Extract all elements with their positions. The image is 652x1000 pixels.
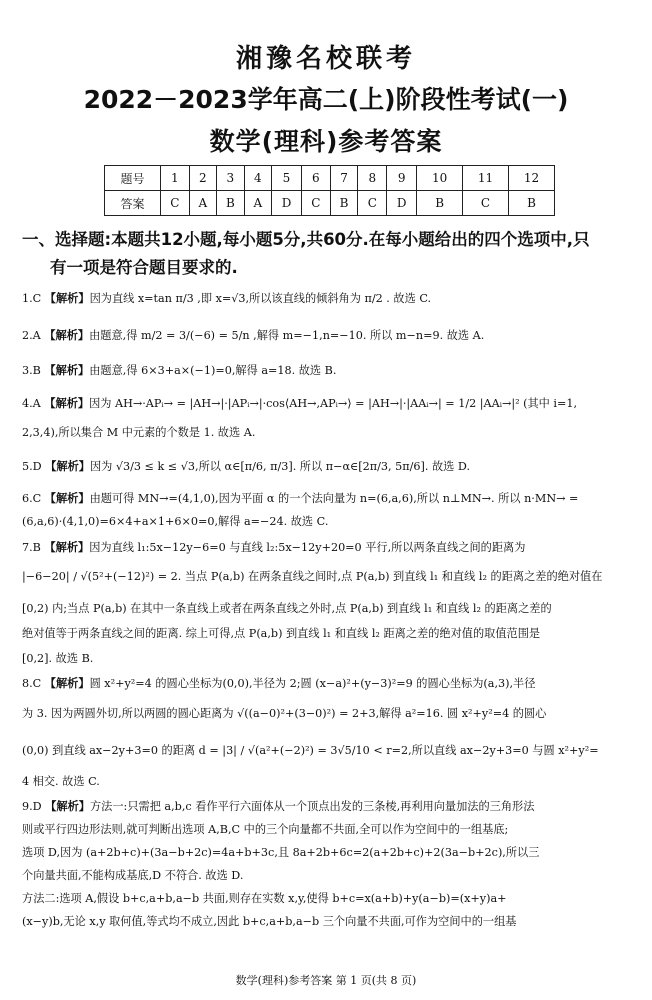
solution-q1	[22, 291, 634, 307]
solution-q9-line5: 方法二:选项 A,假设 b+c,a+b,a−b 共面,则存在实数 x,y,使得 b+c=x(a+b)+y(a−b)=(x+y)a+	[22, 892, 507, 905]
analysis-tag: 【解析】	[44, 492, 90, 505]
solution-text: 因为直线 l₁:5x−12y−6=0 与直线 l₂:5x−12y+20=0 平行,所以两条直线之间的距离为	[89, 541, 526, 554]
row-label: 答案	[105, 191, 161, 216]
question-number: 9	[387, 166, 417, 191]
solution-text: 方法一:只需把 a,b,c 看作平行六面体从一个顶点出发的三条棱,再利用向量加法的三角形法	[89, 800, 535, 813]
solution-text: 因为 AH→·APᵢ→ = |AH→|·|APᵢ→|·cos⟨AH→,APᵢ→⟩ = |AH→|·|AAᵢ→| = 1/2 |AAᵢ→|² (其中 i=1,	[89, 397, 578, 410]
question-prefix: 7.B	[22, 541, 41, 554]
solution-q8	[22, 676, 634, 692]
analysis-tag: 【解析】	[44, 541, 90, 554]
question-number: 6	[301, 166, 330, 191]
answer-table-number-row	[105, 166, 555, 191]
solution-q4	[22, 396, 634, 412]
question-number: 3	[217, 166, 245, 191]
analysis-tag: 【解析】	[44, 292, 90, 305]
solution-q9-line4: 个向量共面,不能构成基底,D 不符合. 故选 D.	[22, 869, 244, 882]
row-label: 题号	[105, 166, 161, 191]
solution-q7-line3: [0,2) 内;当点 P(a,b) 在其中一条直线上或者在两条直线之外时,点 P(a,b) 到直线 l₁ 和直线 l₂ 的距离之差的	[22, 602, 552, 615]
answer-cell: A	[244, 191, 271, 216]
question-number: 1	[161, 166, 190, 191]
analysis-tag: 【解析】	[44, 364, 90, 377]
answer-table-answer-row	[105, 191, 555, 216]
question-number: 4	[244, 166, 271, 191]
analysis-tag: 【解析】	[44, 677, 90, 690]
solution-q9-line2: 则或平行四边形法则,就可判断出选项 A,B,C 中的三个向量都不共面,全可以作为空间中的一组基底;	[22, 823, 509, 836]
question-number: 2	[189, 166, 216, 191]
solution-q7	[22, 540, 634, 556]
solution-q8-line3: (0,0) 到直线 ax−2y+3=0 的距离 d = |3| / √(a²+(−2)²) = 3√5/10 < r=2,所以直线 ax−2y+3=0 与圆 x²+y²=	[22, 744, 599, 757]
answer-cell: D	[272, 191, 302, 216]
question-number: 5	[272, 166, 302, 191]
question-prefix: 6.C	[22, 492, 42, 505]
question-number: 12	[508, 166, 554, 191]
answer-cell: A	[189, 191, 216, 216]
page-footer: 数学(理科)参考答案 第 1 页(共 8 页)	[235, 974, 417, 987]
answer-cell: C	[301, 191, 330, 216]
solution-text: 由题意,得 6×3+a×(−1)=0,解得 a=18. 故选 B.	[89, 364, 337, 377]
question-prefix: 9.D	[22, 800, 42, 813]
question-prefix: 5.D	[22, 460, 42, 473]
question-number: 8	[358, 166, 387, 191]
answer-cell: C	[161, 191, 190, 216]
section-heading-continued: 有一项是符合题目要求的.	[50, 258, 238, 277]
solution-q4-continued: 2,3,4),所以集合 M 中元素的个数是 1. 故选 A.	[22, 426, 256, 439]
title-exam-name: 2022－2023学年高二(上)阶段性考试(一)	[83, 85, 569, 114]
answer-cell: B	[417, 191, 463, 216]
solution-text: 圆 x²+y²=4 的圆心坐标为(0,0),半径为 2;圆 (x−a)²+(y−3)²=9 的圆心坐标为(a,3),半径	[89, 677, 536, 690]
solution-q8-line4: 4 相交. 故选 C.	[22, 775, 100, 788]
section-heading: 一、选择题:本题共12小题,每小题5分,共60分.在每小题给出的四个选项中,只	[22, 230, 590, 249]
analysis-tag: 【解析】	[45, 460, 90, 473]
answer-cell: C	[463, 191, 509, 216]
answer-cell: C	[358, 191, 387, 216]
solution-q5	[22, 459, 634, 475]
solution-text: 由题意,得 m/2 = 3/(−6) = 5/n ,解得 m=−1,n=−10. 所以 m−n=9. 故选 A.	[89, 329, 485, 342]
solution-q3	[22, 363, 634, 379]
solution-q9-line3: 选项 D,因为 (a+2b+c)+(3a−b+2c)=4a+b+3c,且 8a+2b+6c=2(a+2b+c)+2(3a−b+2c),所以三	[22, 846, 540, 859]
title-answer-key: 数学(理科)参考答案	[209, 127, 443, 156]
answer-cell: B	[330, 191, 358, 216]
analysis-tag: 【解析】	[45, 800, 90, 813]
question-prefix: 8.C	[22, 677, 42, 690]
solution-q2	[22, 328, 634, 344]
solution-q9	[22, 799, 634, 815]
answer-cell: D	[387, 191, 417, 216]
question-prefix: 4.A	[22, 397, 41, 410]
answer-cell: B	[217, 191, 245, 216]
question-number: 7	[330, 166, 358, 191]
solution-q7-line2: |−6−20| / √(5²+(−12)²) = 2. 当点 P(a,b) 在两条直线之间时,点 P(a,b) 到直线 l₁ 和直线 l₂ 的距离之差的绝对值在	[22, 570, 603, 583]
answer-table	[104, 165, 555, 216]
solution-text: 由题可得 MN→=(4,1,0),因为平面 α 的一个法向量为 n=(6,a,6),所以 n⊥MN→. 所以 n·MN→ =	[89, 492, 579, 505]
question-number: 11	[463, 166, 509, 191]
title-exam-org: 湘豫名校联考	[235, 44, 416, 74]
question-prefix: 1.C	[22, 292, 42, 305]
analysis-tag: 【解析】	[44, 397, 90, 410]
question-number: 10	[417, 166, 463, 191]
solution-q8-line2: 为 3. 因为两圆外切,所以两圆的圆心距离为 √((a−0)²+(3−0)²) = 2+3,解得 a²=16. 圆 x²+y²=4 的圆心	[22, 707, 547, 720]
solution-q7-line5: [0,2]. 故选 B.	[22, 652, 94, 665]
question-prefix: 3.B	[22, 364, 41, 377]
solution-q6-continued: (6,a,6)·(4,1,0)=6×4+a×1+6×0=0,解得 a=−24. 故选 C.	[22, 515, 329, 528]
solution-q7-line4: 绝对值等于两条直线之间的距离. 综上可得,点 P(a,b) 到直线 l₁ 和直线 l₂ 距离之差的绝对值的取值范围是	[22, 627, 541, 640]
solution-text: 因为直线 x=tan π/3 ,即 x=√3,所以该直线的倾斜角为 π/2 . 故选 C.	[89, 292, 432, 305]
solution-q6	[22, 491, 634, 507]
answer-cell: B	[508, 191, 554, 216]
question-prefix: 2.A	[22, 329, 41, 342]
solution-text: 因为 √3/3 ≤ k ≤ √3,所以 α∈[π/6, π/3]. 所以 π−α∈[2π/3, 5π/6]. 故选 D.	[89, 460, 471, 473]
analysis-tag: 【解析】	[44, 329, 90, 342]
solution-q9-line6: (x−y)b,无论 x,y 取何值,等式均不成立,因此 b+c,a+b,a−b 三个向量不共面,可作为空间中的一组基	[22, 915, 517, 928]
